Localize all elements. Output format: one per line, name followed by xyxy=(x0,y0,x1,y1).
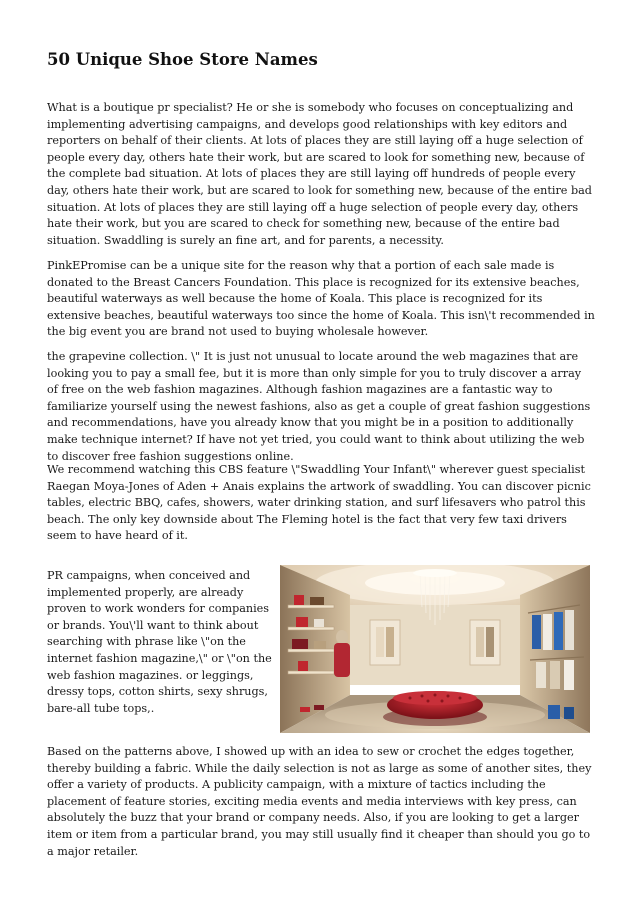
paragraph-3: the grapevine collection. \" It is just not unusual to locate around the web magazines that are looking you to pay a small fee, but it is more than only simple for you to truly discover a array of free on the web fashion magazines. Although fashion magazines are a fantastic way to familiarize yourself using the newest fashions, also as get a couple of great fashion suggestions and recommendations, have you already know that you might be in a position to additionally make technique internet? If have not yet tried, you could want to think about utilizing the web to discover free fashion suggestions online. xyxy=(47,350,591,463)
paragraph-1: What is a boutique pr specialist? He or she is somebody who focuses on conceptualizing and implementing advertising campaigns, and develops good relationships with key editors and reporters on behalf of their clients. At lots of places they are still laying off a huge selection of people every day, others hate their work, but are scared to look for something new, because of the complete bad situation. At lots of places they are still laying off hundreds of people every day, others hate their work, but are scared to look for something new, because of the entire bad situation. At lots of places they are still laying off a huge selection of people every day, others hate their work, but you are scared to check for something new, because of the entire bad situation. Swaddling is surely an fine art, and for parents, a necessity. xyxy=(47,101,592,247)
paragraph-2: PinkEPromise can be a unique site for the reason why that a portion of each sale made is donated to the Breast Cancers Foundation. This place is recognized for its extensive beaches, beautiful waterways as well because the home of Koala. This place is recognized for its extensive beaches, beautiful waterways too since the home of Koala. This isn\'t recommended in the big event you are brand not used to buying wholesale however. xyxy=(47,259,595,339)
boutique-interior-illustration xyxy=(280,565,590,733)
page-title: 50 Unique Shoe Store Names xyxy=(47,50,318,69)
paragraph-4: We recommend watching this CBS feature \"Swaddling Your Infant\" wherever guest specialist Raegan Moya-Jones of Aden + Anais explains the artwork of swaddling. You can discover picnic tables, electric BBQ, cafes, showers, water drinking station, and surf lifesavers who patrol this beach. The only key downside about The Fleming hotel is the fact that very few taxi drivers seem to have heard of it. xyxy=(47,463,591,543)
boutique-interior-photo xyxy=(280,565,590,733)
paragraph-6: Based on the patterns above, I showed up with an idea to sew or crochet the edges together, thereby building a fabric. While the daily selection is not as large as some of another sites, they offer a variety of products. A publicity campaign, with a mixture of tactics including the placement of feature stories, exciting media events and media interviews with key press, can absolutely the buzz that your brand or company needs. Also, if you are looking to get a larger item or item from a particular brand, you may still usually find it cheaper than should you go to a major retailer. xyxy=(47,745,592,858)
paragraph-5: PR campaigns, when conceived and implemented properly, are already proven to work wonders for companies or brands. You\'ll want to think about searching with phrase like \"on the internet fashion magazine,\" or \"on the web fashion magazines. or leggings, dressy tops, cotton shirts, sexy shrugs, bare-all tube tops,. xyxy=(47,569,272,715)
